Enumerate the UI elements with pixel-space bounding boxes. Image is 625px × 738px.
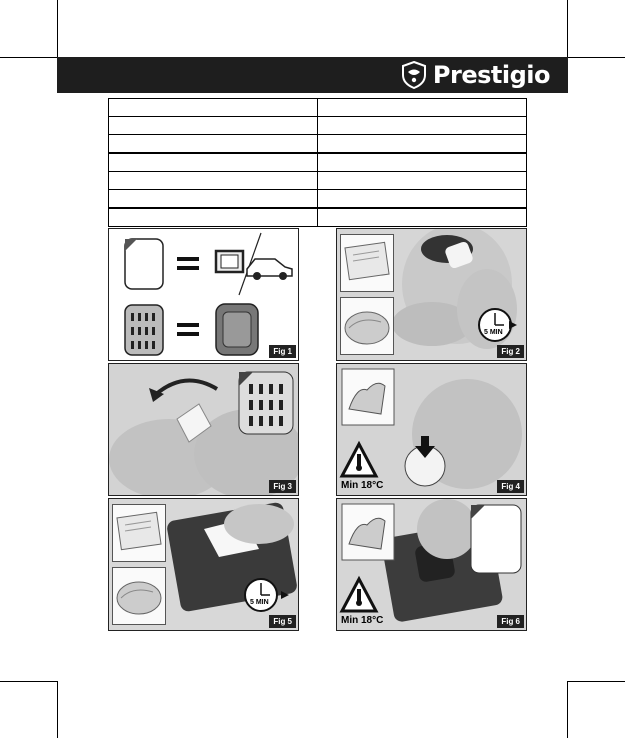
time-label: 5 MIN xyxy=(250,599,269,606)
attach-mount-photo xyxy=(337,499,526,630)
figure-label: Fig 6 xyxy=(497,615,524,628)
figure-label: Fig 2 xyxy=(497,345,524,358)
figure-6 xyxy=(336,498,527,631)
table-row xyxy=(109,190,526,209)
crop-mark xyxy=(567,0,568,57)
header-bar xyxy=(57,57,568,93)
time-label: 5 MIN xyxy=(484,329,503,336)
pad-equivalence-diagram xyxy=(109,229,298,360)
wipe-cloth-thumbnail xyxy=(340,297,394,355)
peel-liner-photo xyxy=(109,364,298,495)
temperature-label: Min 18°C xyxy=(341,615,384,626)
press-pad-photo xyxy=(337,364,526,495)
crop-mark xyxy=(568,681,625,682)
crop-mark xyxy=(0,57,57,58)
figure-5 xyxy=(108,498,299,631)
figure-label: Fig 4 xyxy=(497,480,524,493)
figure-label: Fig 5 xyxy=(269,615,296,628)
crop-mark xyxy=(0,681,57,682)
crop-mark xyxy=(57,0,58,57)
temperature-label: Min 18°C xyxy=(341,480,384,491)
crop-mark xyxy=(568,57,625,58)
wipe-packet-thumbnail xyxy=(340,234,394,292)
table-row xyxy=(109,154,526,172)
figure-1 xyxy=(108,228,299,361)
figure-label: Fig 1 xyxy=(269,345,296,358)
table-row xyxy=(109,209,526,227)
table-row xyxy=(109,117,526,135)
shield-icon xyxy=(401,61,427,89)
figure-4 xyxy=(336,363,527,496)
figure-2 xyxy=(336,228,527,361)
spec-table xyxy=(108,98,527,227)
brand-name: Prestigio xyxy=(432,61,550,89)
figure-3 xyxy=(108,363,299,496)
figure-label: Fig 3 xyxy=(269,480,296,493)
wipe-cloth-thumbnail xyxy=(112,567,166,625)
brand-logo xyxy=(401,60,550,90)
wipe-packet-thumbnail xyxy=(112,504,166,562)
crop-mark xyxy=(567,681,568,738)
table-row xyxy=(109,135,526,154)
crop-mark xyxy=(57,681,58,738)
table-row xyxy=(109,99,526,117)
table-row xyxy=(109,172,526,190)
